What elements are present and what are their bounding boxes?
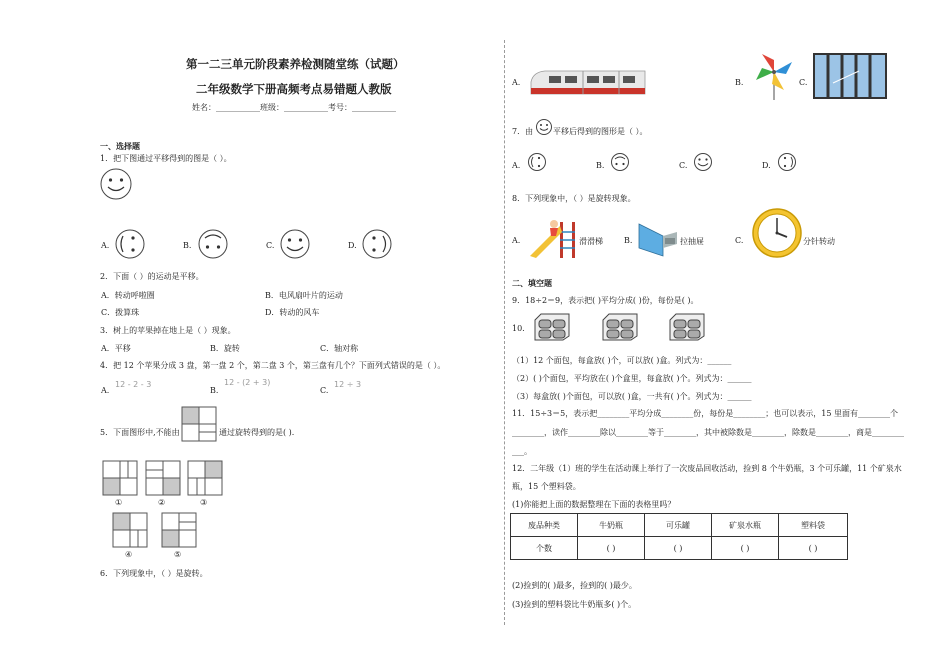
q5-stem-b: 通过旋转得到的是( ). — [219, 428, 295, 437]
q8-option-a-label[interactable]: A. — [512, 236, 521, 245]
q1-option-d-face-icon — [361, 228, 393, 260]
q10-bread-box-3-icon — [668, 312, 706, 342]
q7-option-a-face-icon — [527, 152, 547, 172]
table-cell: 个数 — [511, 537, 578, 560]
q2-option-c[interactable]: C．拨算珠 — [101, 308, 140, 317]
table-answer-cell[interactable]: ( ) — [779, 537, 848, 560]
q3-stem: 3．树上的苹果掉在地上是（ ）现象。 — [100, 326, 236, 335]
table-row — [511, 537, 848, 560]
table-header-cell: 牛奶瓶 — [578, 514, 645, 537]
q7-option-c-face-icon — [693, 152, 713, 172]
q5-option-3-grid-icon[interactable] — [187, 460, 223, 496]
q7-option-b-label[interactable]: B. — [596, 161, 605, 170]
q7-stem-a: 7．由 — [512, 127, 534, 136]
q5-option-4-grid-icon[interactable] — [112, 512, 148, 548]
q10-line-2: （2）( )个面包，平均放在( )个盒里，每盒放( )个。列式为：______ — [512, 374, 752, 383]
table-header-cell: 可乐罐 — [645, 514, 712, 537]
q5-stem-a: 5．下面图形中,不能由 — [100, 428, 180, 437]
q8-clock-icon — [751, 207, 803, 259]
q4-option-c-expr: 12 ÷ 3 — [334, 380, 362, 389]
q8-item-c: 分针转动 — [803, 237, 835, 246]
section-choice: 一、选择题 — [100, 141, 140, 151]
q1-option-b-face-icon — [197, 228, 229, 260]
q1-option-b-label[interactable]: B. — [183, 241, 192, 250]
q5-option-2-grid-icon[interactable] — [145, 460, 181, 496]
q3-option-b[interactable]: B．旋转 — [210, 344, 240, 353]
q2-option-d[interactable]: D．转动的风车 — [265, 308, 320, 317]
q8-option-c-label[interactable]: C. — [735, 236, 744, 245]
table-answer-cell[interactable]: ( ) — [712, 537, 779, 560]
q11-line-2: ________，读作________除以________等于________，其中被除数是________，除数是________，商是________ — [512, 428, 904, 437]
table-header-row — [511, 514, 848, 537]
q6-train-icon — [527, 66, 650, 98]
q5-reference-grid-icon — [181, 406, 217, 442]
q3-option-a[interactable]: A．平移 — [101, 344, 131, 353]
q8-option-b-label[interactable]: B. — [624, 236, 633, 245]
q6-window-bars-icon — [813, 53, 887, 99]
q10-line-1: （1）12 个面包，每盒放( )个，可以放( )盒。列式为：______ — [512, 356, 732, 365]
q12-line-2: 瓶，15 个塑料袋。 — [512, 482, 581, 491]
q1-option-c-label[interactable]: C. — [266, 241, 275, 250]
q1-option-d-label[interactable]: D. — [348, 241, 357, 250]
q4-stem: 4．把 12 个苹果分成 3 盘，第一盘 2 个，第二盘 3 个，第三盘有几个？下面列式错误的是（ ）。 — [100, 361, 446, 370]
table-header-cell: 矿泉水瓶 — [712, 514, 779, 537]
q10-bread-box-2-icon — [601, 312, 639, 342]
q10-bread-box-1-icon — [533, 312, 571, 342]
q7-option-d-face-icon — [777, 152, 797, 172]
q10-line-3: （3）每盒放( )个面包，可以放( )盒，一共有( )个。列式为：______ — [512, 392, 752, 401]
q12-sub-1: (1)你能把上面的数据整理在下面的表格里吗？ — [512, 500, 676, 509]
q8-item-b: 拉抽屉 — [680, 237, 704, 246]
q6-stem: 6．下列现象中，（ ）是旋转。 — [100, 569, 208, 578]
q10-number: 10. — [512, 324, 525, 333]
q8-stem: 8．下列现象中，（ ）是旋转现象。 — [512, 194, 636, 203]
q1-option-c-face-icon — [279, 228, 311, 260]
table-header-cell: 塑料袋 — [779, 514, 848, 537]
q1-stem: 1．把下图通过平移得到的图是（ ）。 — [100, 154, 232, 163]
q5-option-5-grid-icon[interactable] — [161, 512, 197, 548]
q8-slide-icon — [526, 208, 578, 260]
q11-line-1: 11．15÷3＝5，表示把________平均分成________份，每份是________；也可以表示，15 里面有________个 — [512, 409, 898, 418]
q7-option-a-label[interactable]: A. — [512, 161, 521, 170]
table-header-cell: 废品种类 — [511, 514, 578, 537]
q4-option-a-label[interactable]: A. — [101, 386, 110, 395]
page-subtitle: 二年级数学下册高频考点易错题人教版 — [196, 82, 392, 96]
q1-option-a-label[interactable]: A. — [101, 241, 110, 250]
q3-option-c[interactable]: C．轴对称 — [320, 344, 359, 353]
student-info-line: 姓名：___________班级：___________考号：___________ — [192, 103, 396, 112]
q7-option-c-label[interactable]: C. — [679, 161, 688, 170]
q5-label-4: ④ — [125, 550, 133, 559]
q12-line-1: 12．二年级（1）班的学生在活动课上举行了一次废品回收活动，捡到 8 个牛奶瓶，3 个可乐罐，11 个矿泉水 — [512, 464, 902, 473]
q4-option-a-expr: 12 - 2 - 3 — [115, 380, 152, 389]
table-answer-cell[interactable]: ( ) — [645, 537, 712, 560]
q8-item-a: 滑滑梯 — [579, 237, 603, 246]
q5-label-2: ② — [158, 498, 166, 507]
page-title: 第一二三单元阶段素养检测随堂练（试题） — [186, 57, 405, 71]
q6-option-a-label[interactable]: A. — [512, 78, 521, 87]
q4-option-b-expr: 12 - (2 + 3) — [224, 378, 271, 387]
q7-option-d-label[interactable]: D. — [762, 161, 771, 170]
q12-sub-2: (2)捡到的( )最多，捡到的( )最少。 — [512, 581, 637, 590]
q5-option-1-grid-icon[interactable] — [102, 460, 138, 496]
q7-stem-b: 平移后得到的图形是（ ）。 — [553, 127, 648, 136]
q5-label-3: ③ — [200, 498, 208, 507]
q6-option-c-label[interactable]: C. — [799, 78, 808, 87]
q1-smiley-icon — [99, 167, 133, 201]
table-answer-cell[interactable]: ( ) — [578, 537, 645, 560]
q5-label-5: ⑤ — [174, 550, 182, 559]
q7-option-b-face-icon — [610, 152, 630, 172]
q8-drawer-icon — [637, 222, 679, 258]
q4-option-b-label[interactable]: B. — [210, 386, 219, 395]
q2-option-b[interactable]: B．电风扇叶片的运动 — [265, 291, 343, 300]
q6-pinwheel-icon — [752, 50, 796, 100]
q5-label-1: ① — [115, 498, 123, 507]
q11-line-3: ___。 — [512, 447, 532, 456]
q1-option-a-face-icon — [114, 228, 146, 260]
q4-option-c-label[interactable]: C. — [320, 386, 329, 395]
q12-data-table — [510, 513, 848, 560]
q6-option-b-label[interactable]: B. — [735, 78, 744, 87]
section-fill: 二、填空题 — [512, 278, 552, 288]
q7-reference-face-icon — [535, 118, 553, 136]
q2-stem: 2．下面（ ）的运动是平移。 — [100, 272, 204, 281]
column-divider — [504, 40, 505, 625]
q2-option-a[interactable]: A．转动呼啦圈 — [101, 291, 155, 300]
q12-sub-3: (3)捡到的塑料袋比牛奶瓶多( )个。 — [512, 600, 637, 609]
q9-text: 9．18÷2＝9，表示把( )平均分成( )份，每份是( )。 — [512, 296, 699, 305]
